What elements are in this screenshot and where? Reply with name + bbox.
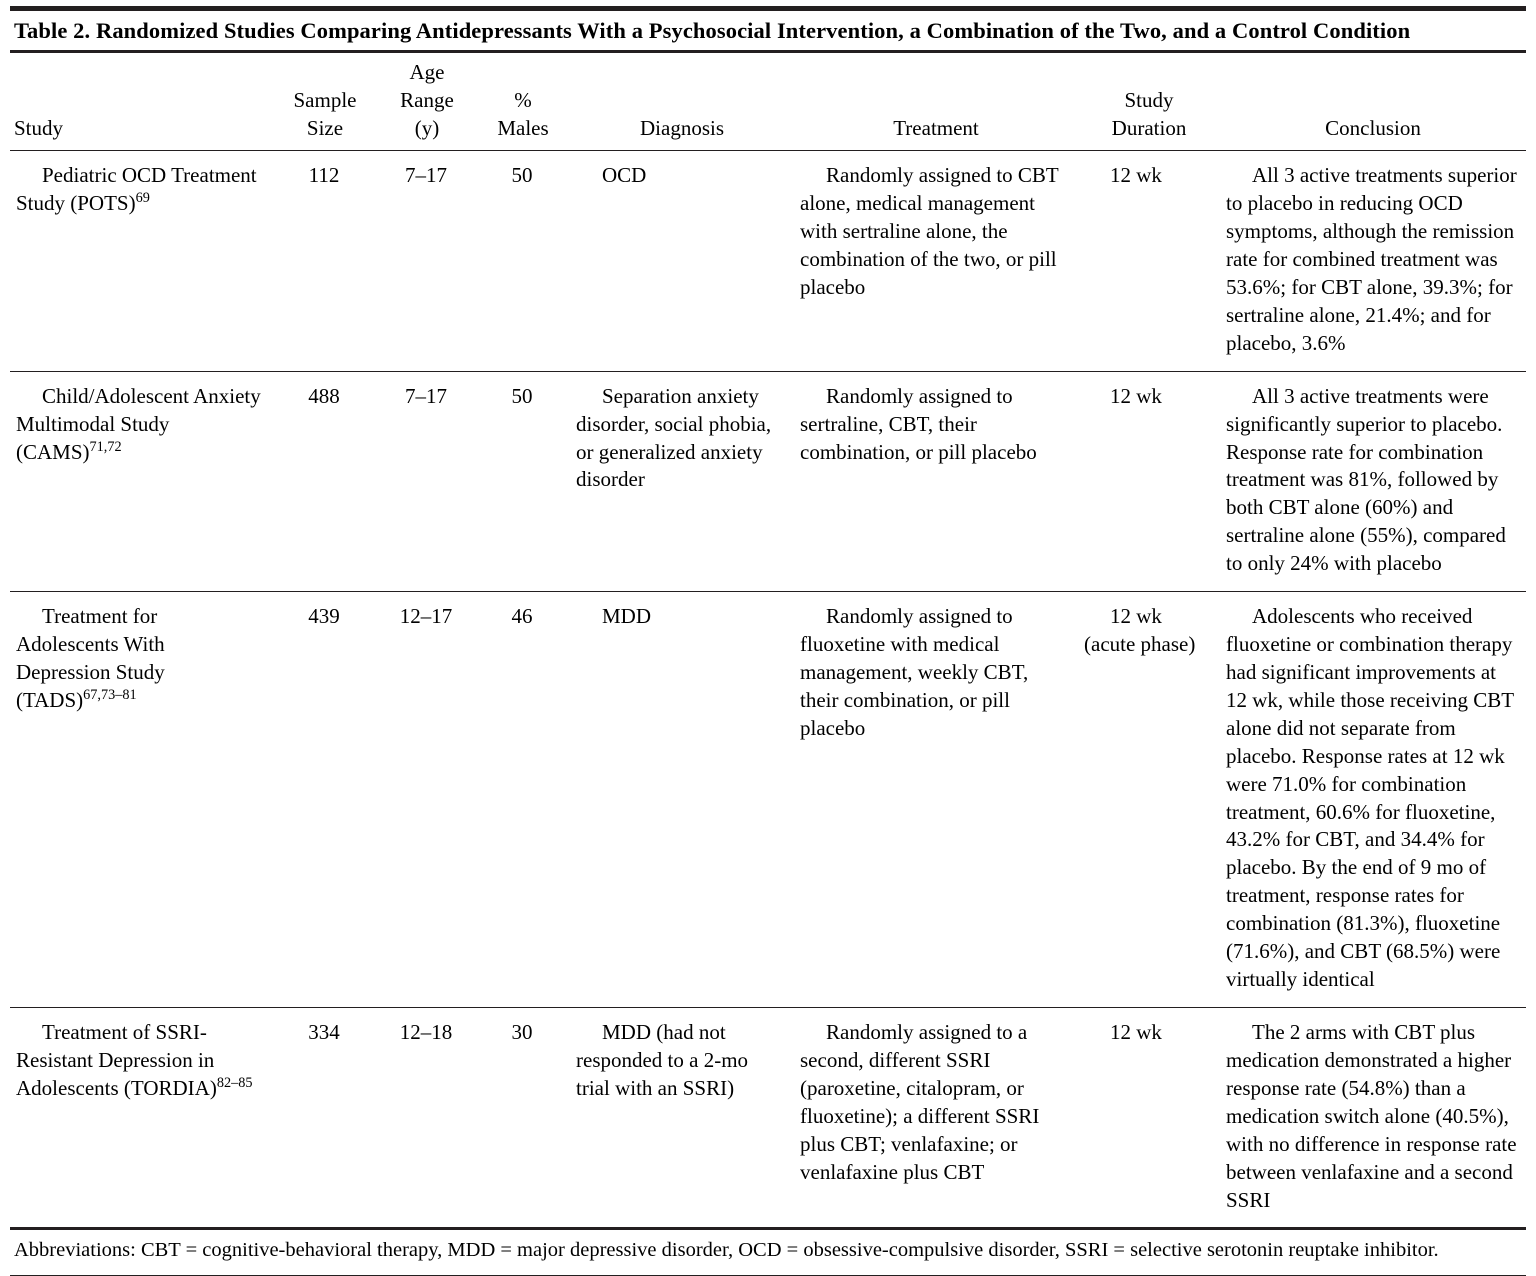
- treatment-text: Randomly assigned to CBT alone, medical management with sertraline alone, the combination of the two, or pill placebo: [800, 163, 1059, 299]
- column-header-pct-males: [476, 53, 570, 150]
- column-header-sample-size: [272, 53, 378, 150]
- study-name: Treatment for Adolescents With Depression Study (TADS): [16, 604, 165, 712]
- table-body: [10, 151, 1526, 1228]
- cell-duration: [1078, 1008, 1220, 1228]
- table-row: [10, 371, 1526, 591]
- study-references: 67,73–81: [83, 686, 137, 703]
- cell-sample-size: 488: [272, 371, 378, 591]
- cell-treatment: [794, 592, 1078, 1008]
- column-header-pct-males-line2: Males: [497, 116, 549, 141]
- column-header-study: Study: [14, 116, 64, 141]
- duration-text: 12 wk: [1110, 383, 1162, 408]
- bottom-rule: [10, 1275, 1526, 1276]
- cell-pct-males: 46: [476, 592, 570, 1008]
- duration-text: 12 wk: [1110, 163, 1162, 188]
- cell-pct-males: 50: [476, 151, 570, 371]
- header-row: [10, 53, 1526, 150]
- diagnosis-text: MDD: [602, 604, 652, 629]
- treatment-text: Randomly assigned to sertraline, CBT, their combination, or pill placebo: [800, 383, 1037, 464]
- cell-duration: [1078, 592, 1220, 1008]
- table-row: [10, 592, 1526, 1008]
- cell-treatment: [794, 151, 1078, 371]
- column-header-treatment: Treatment: [893, 116, 979, 141]
- study-name: Treatment of SSRI-Resistant Depression in Adolescents (TORDIA): [16, 1020, 217, 1100]
- study-name: Pediatric OCD Treatment Study (POTS): [16, 163, 257, 216]
- column-header-age-range: [378, 53, 476, 150]
- column-header-age-range-line2: Range: [400, 88, 454, 113]
- cell-duration: [1078, 371, 1220, 591]
- diagnosis-text: OCD: [602, 163, 647, 188]
- cell-age-range: 12–18: [378, 1008, 476, 1228]
- column-header-sample-size-line2: Size: [306, 116, 344, 141]
- cell-diagnosis: [570, 151, 794, 371]
- cell-diagnosis: [570, 592, 794, 1008]
- column-header-sample-size-line1: Sample: [293, 88, 357, 113]
- cell-treatment: [794, 371, 1078, 591]
- cell-treatment: [794, 1008, 1078, 1228]
- conclusion-text: Adolescents who received fluoxetine or combination therapy had significant improvements at 12 wk, while those receiving CBT alone did not separate from placebo. Response rates at 12 wk were 71.0% for combination treatment, 60.6% for fluoxetine, 43.2% for CBT, and 34.4% for placebo. By the end of 9 mo of treatment, response rates for combination (81.3%), fluoxetine (71.6%), and CBT (68.5%) were virtually identical: [1226, 604, 1514, 992]
- table-row: [10, 1008, 1526, 1228]
- column-header-duration: [1078, 53, 1220, 150]
- cell-study: [10, 371, 272, 591]
- cell-sample-size: 112: [272, 151, 378, 371]
- column-header-duration-line1: Study: [1124, 88, 1174, 113]
- column-header-conclusion: Conclusion: [1325, 116, 1421, 141]
- column-header-diagnosis: Diagnosis: [640, 116, 724, 141]
- duration-text: 12 wk: [1110, 1020, 1162, 1045]
- abbreviations-text: Abbreviations: CBT = cognitive-behavioral therapy, MDD = major depressive disorder, OCD = obsessive-compulsive disorder, SSRI = selective serotonin reuptake inhibitor.: [14, 1239, 1439, 1262]
- cell-age-range: 12–17: [378, 592, 476, 1008]
- table-footnote: [10, 1230, 1526, 1274]
- table-container: [10, 0, 1526, 1276]
- column-header-duration-line2: Duration: [1111, 116, 1187, 141]
- cell-sample-size: 334: [272, 1008, 378, 1228]
- treatment-text: Randomly assigned to fluoxetine with medical management, weekly CBT, their combination, or pill placebo: [800, 604, 1029, 740]
- studies-table: [10, 53, 1526, 1227]
- cell-study: [10, 592, 272, 1008]
- cell-age-range: 7–17: [378, 371, 476, 591]
- cell-conclusion: [1220, 151, 1526, 371]
- treatment-text: Randomly assigned to a second, different SSRI (paroxetine, citalopram, or fluoxetine); a different SSRI plus CBT; venlafaxine; or venlafaxine plus CBT: [800, 1020, 1040, 1184]
- study-name: Child/Adolescent Anxiety Multimodal Study (CAMS): [16, 383, 261, 464]
- diagnosis-text: Separation anxiety disorder, social phobia, or generalized anxiety disorder: [576, 383, 772, 492]
- column-header-pct-males-line1: %: [514, 88, 532, 113]
- cell-diagnosis: [570, 1008, 794, 1228]
- diagnosis-text: MDD (had not responded to a 2-mo trial with an SSRI): [576, 1020, 749, 1100]
- cell-study: [10, 151, 272, 371]
- cell-pct-males: 50: [476, 371, 570, 591]
- conclusion-text: All 3 active treatments superior to placebo in reducing OCD symptoms, although the remission rate for combined treatment was 53.6%; for CBT alone, 39.3%; for sertraline alone, 21.4%; and for placebo, 3.6%: [1226, 163, 1517, 355]
- table-title: Table 2. Randomized Studies Comparing Antidepressants With a Psychosocial Intervention, a Combination of the Two, and a Control Condition: [14, 18, 1411, 43]
- conclusion-text: All 3 active treatments were significantly superior to placebo. Response rate for combination treatment was 81%, followed by both CBT alone (60%) and sertraline alone (55%), compared to only 24% with placebo: [1226, 383, 1506, 576]
- study-references: 82–85: [216, 1074, 253, 1091]
- cell-pct-males: 30: [476, 1008, 570, 1228]
- cell-study: [10, 1008, 272, 1228]
- table-header: [10, 53, 1526, 150]
- cell-conclusion: [1220, 592, 1526, 1008]
- duration-text: 12 wk (acute phase): [1084, 604, 1196, 657]
- cell-conclusion: [1220, 1008, 1526, 1228]
- column-header-age-range-line3: (y): [414, 116, 440, 141]
- table-row: [10, 151, 1526, 371]
- study-references: 69: [135, 190, 150, 207]
- conclusion-text: The 2 arms with CBT plus medication demonstrated a higher response rate (54.8%) than a medication switch alone (40.5%), with no difference in response rate between venlafaxine and a second SSRI: [1226, 1020, 1517, 1212]
- column-header-age-range-line1: Age: [409, 60, 445, 85]
- cell-conclusion: [1220, 371, 1526, 591]
- cell-sample-size: 439: [272, 592, 378, 1008]
- study-references: 71,72: [89, 438, 122, 455]
- cell-duration: [1078, 151, 1220, 371]
- cell-age-range: 7–17: [378, 151, 476, 371]
- cell-diagnosis: [570, 371, 794, 591]
